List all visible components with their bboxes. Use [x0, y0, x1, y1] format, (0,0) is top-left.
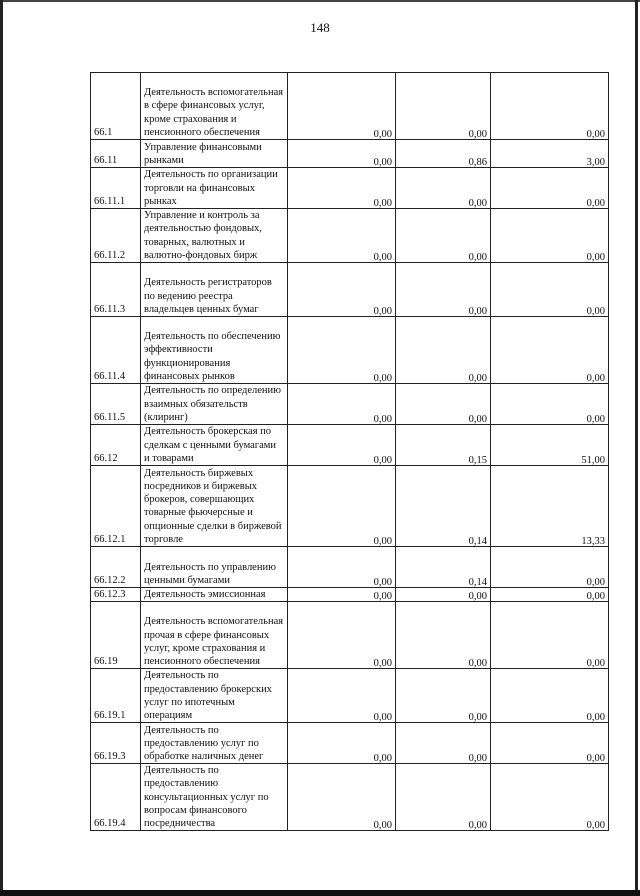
table-row — [91, 384, 609, 425]
value-text: 0,14 — [468, 576, 487, 588]
value-text: 0,00 — [468, 128, 487, 140]
scan-border-bottom — [0, 890, 640, 896]
table-row — [91, 466, 609, 547]
table-row — [91, 602, 609, 669]
value-cell-2 — [396, 602, 491, 669]
table-row — [91, 547, 609, 588]
value-text: 0,00 — [586, 591, 605, 602]
value-cell-1 — [288, 723, 396, 764]
table-row — [91, 764, 609, 831]
activity-name-text: Деятельность по определению взаимных обязательств (клиринг) — [144, 385, 281, 423]
value-text: 0,00 — [373, 305, 392, 317]
value-text: 0,00 — [586, 128, 605, 140]
activity-name — [141, 384, 288, 425]
value-cell-2 — [396, 140, 491, 168]
value-cell-2 — [396, 317, 491, 384]
value-cell-1 — [288, 73, 396, 140]
value-cell-2 — [396, 588, 491, 602]
okved-code: 66.11.3 — [91, 263, 141, 317]
okved-code: 66.1 — [91, 73, 141, 140]
value-text: 0,00 — [373, 251, 392, 263]
activity-name-text: Деятельность вспомогательная прочая в сфере финансовых услуг, кроме страхования и пенсионного обеспечения — [144, 616, 284, 667]
activity-name — [141, 547, 288, 588]
value-cell-3 — [491, 263, 609, 317]
value-text: 3,00 — [586, 156, 605, 168]
value-text: 0,00 — [468, 305, 487, 317]
value-cell-3 — [491, 764, 609, 831]
value-cell-2 — [396, 723, 491, 764]
value-cell-3 — [491, 588, 609, 602]
value-text: 0,00 — [586, 251, 605, 263]
value-cell-3 — [491, 547, 609, 588]
value-text: 0,00 — [586, 712, 605, 723]
value-text: 0,00 — [373, 413, 392, 425]
value-text: 0,00 — [586, 820, 605, 831]
okved-code: 66.12.1 — [91, 466, 141, 547]
value-text: 0,00 — [373, 454, 392, 466]
okved-code: 66.11.1 — [91, 168, 141, 209]
value-cell-1 — [288, 602, 396, 669]
table-row — [91, 588, 609, 602]
activity-name-text: Деятельность по предоставлению консультационных услуг по вопросам финансового посредничества — [144, 765, 269, 830]
value-cell-2 — [396, 263, 491, 317]
value-text: 0,00 — [373, 591, 392, 602]
value-cell-3 — [491, 669, 609, 723]
activity-name-text: Деятельность брокерская по сделкам с ценными бумагами и товарами — [144, 426, 277, 464]
value-text: 0,00 — [373, 820, 392, 831]
value-cell-3 — [491, 602, 609, 669]
value-text: 0,00 — [468, 197, 487, 209]
value-cell-1 — [288, 588, 396, 602]
activity-table-body — [91, 73, 609, 831]
okved-code: 66.19.1 — [91, 669, 141, 723]
value-cell-3 — [491, 723, 609, 764]
value-text: 0,00 — [373, 128, 392, 140]
table-row — [91, 140, 609, 168]
activity-name-text: Деятельность по предоставлению брокерских услуг по ипотечным операциям — [144, 670, 272, 721]
value-text: 0,00 — [586, 753, 605, 764]
value-cell-1 — [288, 317, 396, 384]
value-text: 0,00 — [586, 576, 605, 588]
table-row — [91, 168, 609, 209]
value-cell-2 — [396, 764, 491, 831]
value-text: 0,00 — [468, 712, 487, 723]
scan-border-top — [0, 0, 640, 2]
activity-name — [141, 263, 288, 317]
value-text: 0,00 — [468, 820, 487, 831]
okved-code: 66.11 — [91, 140, 141, 168]
value-text: 0,00 — [468, 372, 487, 384]
value-text: 0,00 — [373, 156, 392, 168]
value-cell-3 — [491, 466, 609, 547]
value-cell-2 — [396, 73, 491, 140]
value-text: 0,00 — [373, 372, 392, 384]
okved-code: 66.11.4 — [91, 317, 141, 384]
value-text: 0,00 — [468, 658, 487, 669]
activity-name — [141, 723, 288, 764]
okved-code: 66.12.2 — [91, 547, 141, 588]
value-text: 0,86 — [468, 156, 487, 168]
value-cell-2 — [396, 384, 491, 425]
value-cell-2 — [396, 168, 491, 209]
activity-name — [141, 168, 288, 209]
activity-name-text: Управление финансовыми рынками — [144, 141, 262, 166]
value-text: 0,00 — [373, 535, 392, 547]
value-cell-2 — [396, 209, 491, 263]
activity-name — [141, 669, 288, 723]
okved-code: 66.19.3 — [91, 723, 141, 764]
value-cell-2 — [396, 466, 491, 547]
activity-table — [90, 72, 609, 831]
activity-name — [141, 317, 288, 384]
value-cell-3 — [491, 384, 609, 425]
value-text: 0,14 — [468, 535, 487, 547]
value-text: 0,00 — [468, 591, 487, 602]
activity-name — [141, 73, 288, 140]
table-row — [91, 425, 609, 466]
value-text: 0,00 — [586, 197, 605, 209]
table-row — [91, 317, 609, 384]
value-text: 0,00 — [373, 658, 392, 669]
okved-code: 66.11.2 — [91, 209, 141, 263]
value-cell-1 — [288, 547, 396, 588]
value-text: 0,00 — [586, 305, 605, 317]
okved-code: 66.12 — [91, 425, 141, 466]
value-text: 0,00 — [373, 576, 392, 588]
value-text: 0,00 — [586, 658, 605, 669]
value-cell-1 — [288, 209, 396, 263]
page-number: 148 — [310, 20, 330, 35]
activity-name — [141, 764, 288, 831]
activity-name-text: Деятельность эмиссионная — [144, 589, 266, 600]
value-text: 13,33 — [581, 535, 605, 547]
okved-code: 66.11.5 — [91, 384, 141, 425]
table-row — [91, 669, 609, 723]
activity-name-text: Деятельность биржевых посредников и биржевых брокеров, совершающих товарные фьючерсные и опционные сделки в биржевой торговле — [144, 467, 282, 545]
value-cell-3 — [491, 209, 609, 263]
activity-name — [141, 602, 288, 669]
value-cell-3 — [491, 168, 609, 209]
value-cell-1 — [288, 764, 396, 831]
activity-name — [141, 140, 288, 168]
value-cell-1 — [288, 140, 396, 168]
value-cell-1 — [288, 263, 396, 317]
value-cell-1 — [288, 425, 396, 466]
value-text: 0,00 — [586, 372, 605, 384]
value-cell-2 — [396, 425, 491, 466]
value-text: 0,00 — [373, 197, 392, 209]
value-cell-1 — [288, 466, 396, 547]
value-text: 0,00 — [373, 753, 392, 764]
value-cell-3 — [491, 140, 609, 168]
value-text: 0,00 — [468, 413, 487, 425]
value-text: 0,00 — [586, 413, 605, 425]
activity-name-text: Деятельность по предоставлению услуг по обработке наличных денег — [144, 724, 264, 762]
okved-code: 66.12.3 — [91, 588, 141, 602]
value-cell-1 — [288, 384, 396, 425]
okved-code: 66.19.4 — [91, 764, 141, 831]
scan-border-right — [635, 0, 638, 896]
value-cell-3 — [491, 73, 609, 140]
activity-name-text: Деятельность по обеспечению эффективности функционирования финансовых рынков — [144, 331, 281, 382]
value-cell-3 — [491, 317, 609, 384]
activity-name — [141, 209, 288, 263]
value-cell-2 — [396, 669, 491, 723]
activity-name-text: Деятельность по управлению ценными бумагами — [144, 561, 276, 586]
value-text: 0,00 — [373, 712, 392, 723]
activity-name-text: Деятельность регистраторов по ведению реестра владельцев ценных бумаг — [144, 277, 272, 315]
okved-code: 66.19 — [91, 602, 141, 669]
value-cell-3 — [491, 425, 609, 466]
activity-name — [141, 588, 288, 602]
activity-name — [141, 466, 288, 547]
value-text: 0,00 — [468, 251, 487, 263]
value-text: 0,15 — [468, 454, 487, 466]
table-row — [91, 263, 609, 317]
activity-name-text: Деятельность вспомогательная в сфере финансовых услуг, кроме страхования и пенсионного обеспечения — [144, 87, 284, 138]
table-row — [91, 73, 609, 140]
value-cell-1 — [288, 669, 396, 723]
table-row — [91, 209, 609, 263]
table-row — [91, 723, 609, 764]
scan-border-left — [0, 0, 3, 896]
activity-name-text: Управление и контроль за деятельностью фондовых, товарных, валютных и валютно-фондовых бирж — [144, 210, 262, 261]
activity-name — [141, 425, 288, 466]
value-cell-2 — [396, 547, 491, 588]
value-text: 0,00 — [468, 753, 487, 764]
value-text: 51,00 — [581, 454, 605, 466]
activity-name-text: Деятельность по организации торговли на финансовых рынках — [144, 169, 278, 207]
value-cell-1 — [288, 168, 396, 209]
